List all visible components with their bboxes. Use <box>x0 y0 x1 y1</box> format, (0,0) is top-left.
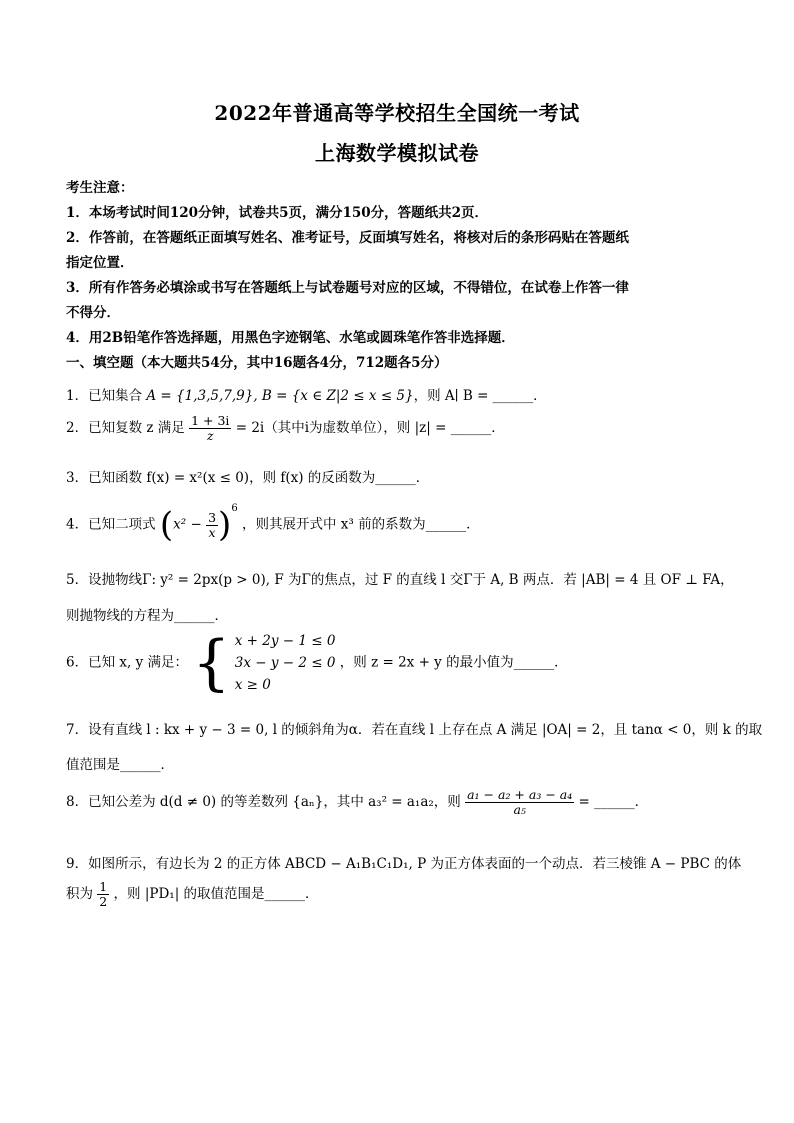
question-1: 1．已知集合 A = {1,3,5,7,9}, B = {x ∈ Z|2 ≤ x ≤ 5}，则 A∣ B = ______． <box>66 388 547 404</box>
fraction: $\frac{\text{a₁ − a₂ + a₃ − a₄}}{\text{a₅}}$ <box>467 787 573 817</box>
fraction: $\frac{1}{2}$ <box>99 879 108 909</box>
question-7-line-2: 值范围是______． <box>66 757 174 773</box>
question-2: 2．已知复数 z 满足 $\frac{1 + 3i}{z}$ = 2i（其中i为虚数单位），则 |z| = ______． <box>66 413 505 443</box>
notice-item-4: 4．用2B铅笔作答选择题，用黑色字迹钢笔、水笔或圆珠笔作答非选择题． <box>66 330 515 346</box>
notice-item-2: 2．作答前，在答题纸正面填写姓名、准考证号，反面填写姓名，将核对后的条形码贴在答题纸 <box>66 230 629 246</box>
question-9-line-1: 9．如图所示，有边长为 2 的正方体 ABCD − A₁B₁C₁D₁, P 为正方体表面的一个动点．若三棱锥 A − PBC 的体 <box>66 856 742 872</box>
notice-heading: 考生注意： <box>66 180 134 196</box>
question-7-line-1: 7．设有直线 l : kx + y − 3 = 0, l 的倾斜角为α．若在直线 l 上存在点 A 满足 |OA| = 2，且 tanα < 0，则 k 的取 <box>66 722 763 738</box>
exam-subtitle: 上海数学模拟试卷 <box>315 141 479 165</box>
question-8: 8．已知公差为 d(d ≠ 0) 的等差数列 {aₙ}，其中 a₃² = a₁a₂，则 $\frac{\text{a₁ − a₂ + a₃ − a₄}}{\text{a₅}}$ = ______． <box>66 787 649 817</box>
question-5-line-2: 则抛物线的方程为______． <box>66 608 228 624</box>
question-4: 4．已知二项式 (x² − $\frac{3}{x}$ )$^6$ ，则其展开式中 x³ 前的系数为______． <box>66 503 480 545</box>
notice-item-3-cont: 不得分． <box>66 305 120 321</box>
exam-title: 2022年普通高等学校招生全国统一考试 <box>214 101 580 125</box>
fraction: $\frac{1 + 3i}{z}$ <box>191 413 230 443</box>
question-6: 6．已知 x, y 满足： { x + 2y − 1 ≤ 0 3x − y − 2 ≤ 0 x ≥ 0 ，则 z = 2x + y 的最小值为______． <box>66 628 568 698</box>
question-5-line-1: 5．设抛物线Γ: y² = 2px(p > 0), F 为Γ的焦点，过 F 的直线 l 交Γ于 A, B 两点．若 |AB| = 4 且 OF ⊥ FA， <box>66 572 734 588</box>
section-heading: 一、填空题（本大题共54分，其中16题各4分，712题各5分） <box>66 355 448 371</box>
constraint-system: x + 2y − 1 ≤ 0 3x − y − 2 ≤ 0 x ≥ 0 <box>234 633 336 693</box>
fraction: $\frac{3}{x}$ <box>208 509 217 540</box>
question-3: 3．已知函数 f(x) = x²(x ≤ 0)，则 f(x) 的反函数为______． <box>66 470 430 486</box>
notice-item-2-cont: 指定位置． <box>66 255 134 271</box>
notice-item-3: 3．所有作答务必填涂或书写在答题纸上与试卷题号对应的区域，不得错位，在试卷上作答一律 <box>66 280 629 296</box>
notice-item-1: 1．本场考试时间120分钟，试卷共5页，满分150分，答题纸共2页． <box>66 205 489 221</box>
question-9-line-2: 积为 $\frac{1}{2}$ ，则 |PD₁| 的取值范围是______． <box>66 879 319 909</box>
